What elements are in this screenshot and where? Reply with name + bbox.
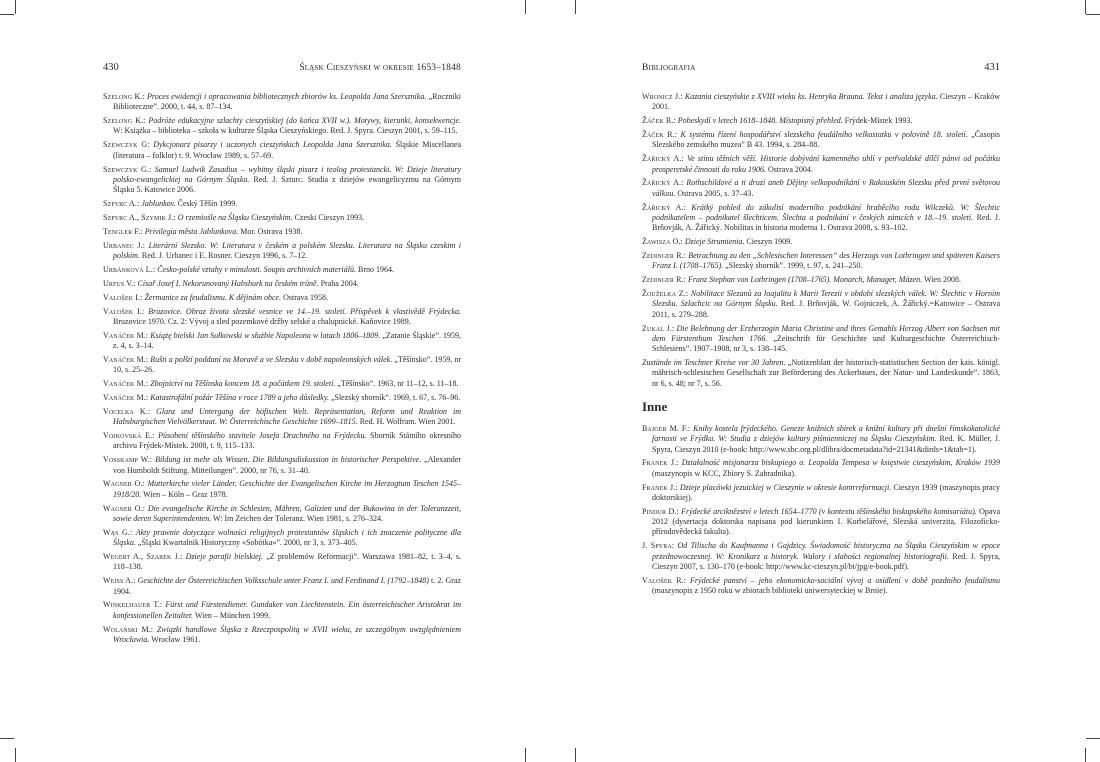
entry-author: Pindur D.: — [642, 506, 679, 516]
entry-publication-details: „Zeitschrift für Geschichte und Kulturgeschichte Österreichisch-Schlesiens”. 1907–1908, nr 3, s. 138–145. — [652, 333, 1001, 354]
crop-mark — [15, 0, 16, 14]
entry-author: Žáček R.: — [642, 130, 678, 140]
entry-publication-details: Wrocław 1961. — [151, 634, 201, 644]
bibliography-entry — [642, 541, 1000, 572]
entry-author: Urbanec J.: — [103, 240, 146, 250]
bibliography-entry — [642, 154, 1000, 175]
entry-title: Rušti a polští poddaní na Moravě a ve Slezsku v době napoleonských válek. — [150, 354, 393, 364]
entry-title: Dykcjonarz pisarzy i uczonych cieszyńskich Leopolda Jana Szersznika. — [153, 140, 392, 150]
page-header — [642, 62, 1000, 78]
entry-title: Rothschildové a ti druzí aneb Dějiny velkopodnikání v Rakouském Slezsku před první světovou válkou. — [652, 178, 1001, 198]
bibliography-entry — [103, 116, 461, 137]
crop-mark — [15, 748, 16, 762]
entry-title: O rzemiośle na Śląsku Cieszyńskim. — [177, 212, 293, 222]
entry-title: Žermanice za feudalismu. K dějinám obce. — [144, 292, 282, 302]
bibliography-entry — [103, 213, 461, 223]
entry-publication-details: Red. J. Spyra, Cieszyn 2007, s. 130–170 (e-book: http://www.kc-cieszyn.pl/bt/jpg/e-book.pdf). — [652, 551, 1000, 571]
entry-publication-details: Cieszyn 1939 (maszynopis pracy doktorskiej). — [652, 482, 1001, 502]
entry-title: Literární Slezsko. W: Literatura v českém a polském Slezsku. Literatura na Śląsku czeskim i polskim. — [113, 240, 461, 261]
entry-author: Valošek I.: — [103, 292, 143, 302]
entry-title: Od Tilischa do Kaufmanna i Gajdzicy. Świadomość historyczna na Śląsku Cieszyńskim w epoce przednowoczesnej. W: Kronikarz a historyk. Walory i słabości regionalnej historiografii. — [652, 541, 1001, 561]
entry-publication-details: „Těšínsko”. 1963, nr 11–12, s. 11–18. — [337, 379, 459, 389]
bibliography-entry — [642, 507, 1000, 538]
bibliography-entry — [642, 116, 1000, 126]
entry-publication-details: Praha 2004. — [320, 278, 359, 288]
entry-author: Vanáček M.: — [103, 354, 149, 364]
bibliography-entry — [103, 355, 461, 376]
entry-publication-details: Red. J. Brňovják, W. Gojniczek, A. Žářický.=Katowice – Ostrava 2011, s. 279–288. — [652, 299, 1001, 319]
entry-author: Vosskamp W.: — [103, 455, 153, 465]
entry-title: Císař Josef I. Nekorunovaný Habsburk na českém trůně. — [137, 278, 319, 288]
entry-author: Weiss A.: — [103, 576, 136, 586]
entry-author: Szewczyk G.: — [103, 164, 152, 174]
entry-title: Frýdecké arciknězství v letech 1654–1770 (v kontextu těšínského biskupského komisariátu). — [681, 506, 977, 516]
entry-publication-details: (maszynopis w KCC, Zbiory S. Zahradnika). — [652, 468, 796, 478]
entry-title: Działalność misjonarza biskupiego o. Leopolda Tempesa w księstwie cieszyńskim, Kraków 1939 — [681, 458, 1001, 468]
bibliography-entry — [642, 424, 1000, 455]
entry-author: Žáček R.: — [642, 116, 676, 126]
bibliography-entry — [103, 504, 461, 525]
entry-title: Knihy kostela frýdeckého. Geneze knižních sbírek a knižní kultury při dnešní římskokatolické farnosti ve Frýdku. W: Studia z dziejów kultury piśmienniczej na Śląsku Cieszyńskim. — [652, 423, 1000, 444]
entry-publication-details: Ostrava 1958. — [283, 292, 328, 302]
entry-title: Dzieje Strumienia. — [684, 237, 745, 247]
entry-author: Urfus V.: — [103, 278, 136, 288]
bibliography-entry — [103, 479, 461, 500]
bibliography-entry — [103, 140, 461, 161]
entry-title: Česko-polské vztahy v minulosti. Soupis archivních materiálů. — [157, 264, 356, 274]
entry-author: Žouželka Z.: — [642, 289, 689, 299]
entry-author: Zukal J.: — [642, 323, 675, 333]
entry-author: Zedinger R.: — [642, 251, 687, 261]
bibliography-entry — [642, 289, 1000, 320]
entry-title: Die Belehnung der Erzherzogin Maria Christine und ihres Gemahls Herzog Albert von Sachsen mit dem Fürstenthum Teschen 1766. — [652, 323, 1001, 343]
entry-title: Krátký pohled do zákulisí moderního podnikání hraběcího rodu Wilczeků. W: Šlechtic podnikatelem – podnikatel šlechticem. Šlechta a podnikání v českých zámcích v 18.–19. století. — [652, 202, 1001, 222]
entry-publication-details: Red. K. Müller, J. Spyra, Cieszyn 2010 (e-book: http://www.sbc.org.pl/dlibra/docmetadata?id=21341&dirds=1&tab=1). — [652, 434, 1001, 454]
entry-publication-details: Ostrava 2005, s. 37–43. — [677, 188, 754, 198]
entry-author: Wagner O.: — [103, 479, 145, 489]
bibliography-list-other — [642, 424, 1000, 596]
entry-title: Betrachtung zu den „Schlesischen Interessen” des Herzogs von Lothringen und späteren Kaisers Franz I. (1708–1765). — [652, 251, 1000, 271]
entry-publication-details: „Alexander von Humboldt Stiftung. Mitteilungen”. 2000, nr 76, s. 31–40. — [113, 455, 462, 475]
entry-title: Związki handlowe Śląska z Rzeczpospolitą w XVII wieku, ze szczególnym uwzględnieniem Wrocławia. — [113, 624, 462, 644]
crop-mark — [525, 748, 526, 762]
entry-title: Zustände im Teschner Kreise vor 30 Jahren. — [642, 358, 786, 368]
crop-mark — [575, 0, 576, 14]
entry-title: Proces ewidencji i opracowania bibliotecznych zbiorów ks. Leopolda Jana Szersznika. — [147, 92, 427, 101]
entry-author: Bajger M. F.: — [642, 423, 691, 433]
entry-publication-details: Sborník Státního okresního archivu Frýdek-Místek. 2008, t. 9, 115–133. — [113, 431, 462, 451]
entry-publication-details: „Roczniki Biblioteczne”. 2000, t. 44, s. 87–134. — [113, 92, 461, 112]
bibliography-entry — [103, 600, 461, 621]
bibliography-list — [103, 92, 461, 645]
entry-author: J. Spyra: — [642, 541, 675, 551]
bibliography-entry — [642, 576, 1000, 597]
entry-publication-details: „Slezský sborník”. 1969, t. 67, s. 76–96. — [330, 393, 461, 403]
bibliography-entry — [103, 379, 461, 389]
entry-author: Tengler F.: — [103, 226, 143, 236]
entry-title: Geschichte der Österreichischen Volksschule unter Franz I. und Ferdinand I. (1792–1848) — [137, 576, 429, 586]
bibliography-list — [642, 92, 1000, 389]
entry-title: Nobilitace Slezanů za loajalitu k Marii Terezii v období slezských válek. W: Šlechtic v Horním Slezsku. Szlachcic na Górnym Śląsku. — [652, 289, 1001, 309]
entry-publication-details: Red. J. Szturc. Studia z dziejów ewangelicyzmu na Górnym Śląsku 5. Katowice 2006. — [113, 174, 462, 195]
entry-publication-details: W: Książka – biblioteka – szkoła w kulturze Śląska Cieszyńskiego. Red. J. Spyra. Cieszyn 2001, s. 59–115. — [113, 126, 458, 136]
entry-author: Szpyrc A., Szymik J.: — [103, 212, 176, 222]
entry-author: Szelong K.: — [103, 116, 146, 126]
bibliography-entry — [103, 528, 461, 549]
entry-publication-details: Opava 2012 (dysertacja doktorska napisana pod kierunkiem I. Korbelářové, Slezská univerzita, Filozoficko-přírodovědecká fakulta). — [652, 506, 1000, 537]
bibliography-entry — [103, 407, 461, 428]
entry-title: Akty prawnie dotyczące wolności religijnych protestantów śląskich i ich znaczenie polityczne dla Śląska. — [113, 527, 461, 548]
bibliography-entry — [642, 483, 1000, 504]
bibliography-entry — [103, 241, 461, 262]
entry-title: Książę bielski Jan Sułkowski w służbie Napoleona w latach 1806–1809. — [150, 330, 381, 340]
entry-publication-details: Brno 1964. — [357, 264, 394, 274]
running-title: Bibliografia — [642, 63, 696, 73]
bibliography-entry — [103, 227, 461, 237]
entry-author: Zedinger R.: — [642, 275, 686, 285]
entry-publication-details: Ostrava 2004. — [767, 164, 813, 174]
crop-mark — [575, 748, 576, 762]
bibliography-entry — [103, 293, 461, 303]
entry-publication-details: Red. H. Wolfram. Wien 2001. — [359, 417, 456, 427]
entry-author: Wegert A., Szarek J.: — [103, 552, 183, 562]
bibliography-entry — [642, 130, 1000, 151]
entry-publication-details: t. 2. Graz 1904. — [113, 576, 462, 596]
crop-mark — [1086, 14, 1100, 15]
entry-title: Dzieje parafii bielskiej. — [185, 552, 263, 562]
entry-publication-details: Wien – Köln – Graz 1978. — [143, 489, 228, 499]
entry-publication-details: Śląskie Miscellanea (literatura – folklor) t. 9. Wrocław 1989, s. 57–69. — [113, 140, 462, 160]
entry-title: Dzieje placówki jezuickiej w Cieszynie w okresie kontrreformacji. — [679, 482, 892, 492]
entry-author: Wagner O.: — [103, 503, 146, 513]
entry-publication-details: „Slezský sborník”. 1999, t. 97, s. 241–250. — [725, 261, 863, 271]
crop-mark — [0, 738, 14, 739]
entry-author: Szewczyk G: — [103, 140, 150, 150]
bibliography-entry — [103, 431, 461, 452]
entry-author: Wolański M.: — [103, 624, 154, 634]
bibliography-entry — [642, 458, 1000, 479]
right-page — [642, 62, 1000, 600]
entry-title: Frýdecké panství – jeho ekonomicko-sociální vývoj a osídlení v době pozdního feudalismu — [690, 575, 1001, 585]
entry-title: Zbojnictví na Těšínska koncem 18. a počátkem 19. století. — [150, 379, 336, 389]
entry-title: Ve stínu těžních věží. Historie dobývání kamenného uhlí v petřvaldské dílčí pánvi od počátku prosperetské činnosti do roku 1906. — [652, 154, 1001, 174]
entry-title: Kazania cieszyńskie z XVIII wieku ks. Henryka Brauna. Tekst i analiza języka. — [684, 92, 938, 101]
bibliography-entry — [642, 203, 1000, 234]
bibliography-entry — [642, 275, 1000, 285]
entry-author: Franek J.: — [642, 458, 679, 468]
page-header — [103, 62, 461, 78]
bibliography-entry — [103, 265, 461, 275]
bibliography-entry — [642, 178, 1000, 199]
entry-author: Valošek I.: — [103, 306, 145, 316]
bibliography-entry — [103, 552, 461, 573]
entry-author: Žářický A.: — [642, 178, 684, 188]
entry-author: Winkelhauer T.: — [103, 600, 163, 610]
entry-publication-details: Wien 2008. — [923, 275, 961, 285]
bibliography-entry — [103, 393, 461, 403]
crop-mark — [525, 0, 526, 14]
bibliography-entry — [103, 576, 461, 597]
entry-title: Podróże edukacyjne szlachty cieszyńskiej (do końca XVII w.). Motywy, kierunki, konsekwencje. — [148, 116, 462, 126]
entry-author: Valošek R.: — [642, 575, 687, 585]
entry-publication-details: Czeski Cieszyn 1993. — [294, 212, 365, 222]
entry-title: Bruzovice. Obraz života slezské vesnice ve 14.–19. století. Příspěvek k vlastivědě Frýdecka. — [148, 306, 461, 316]
entry-publication-details: „Notizenblatt der historisch-statistischen Section der kais. königl. mährisch-schlesischen Gesellschaft zur Beförderung des Ackerbaues, der Natur- und Landeskunde”. 1863, nr 6, s. 48; nr 7, s. 56. — [652, 358, 1001, 388]
entry-author: Vanáček M.: — [103, 379, 149, 389]
entry-publication-details: Cieszyn – Kraków 2001. — [652, 92, 1000, 112]
entry-publication-details: „Těšínsko”. 1959, nr 10, s. 25–26. — [113, 354, 462, 375]
entry-publication-details: Cieszyn 1909. — [746, 237, 793, 247]
entry-title: Jablunkov. — [141, 199, 176, 209]
entry-publication-details: W: Im Zeichen der Toleranz. Wien 1981, s. 276–324. — [212, 513, 384, 523]
entry-author: Szpyrc A.: — [103, 199, 140, 209]
entry-publication-details: Red. J. Brňovják, A. Žářický. Nobilitas in historia moderna 1. Ostrava 2008, s. 93–102. — [652, 212, 1000, 233]
bibliography-entry — [642, 92, 1000, 113]
entry-publication-details: „Śląski Kwartalnik Historyczny «Sobótka»”. 2000, nr 3, s. 373–405. — [137, 538, 358, 548]
entry-title: Glanz und Untergang der höfischen Welt. Repräsentation, Reform und Reaktion im Habsburgischen Vielvölkerstaat. W: Österreichische Geschichte 1699–1815. — [113, 406, 461, 427]
section-title: Inne — [642, 398, 668, 414]
entry-title: Franz Stephan von Lothringen (1708–1765). Monarch, Manager, Mäzen. — [687, 275, 923, 285]
entry-title: Fürst und Fürstendiener. Gundaker von Liechtenstein. Ein österreichischer Aristokrat im konfessionellen Zeitalter. — [113, 600, 461, 620]
entry-publication-details: (maszynopis z 1950 roku w zbiorach biblioteki uniwersyteckiej w Brnie). — [652, 586, 888, 596]
entry-publication-details: Bruzovice 1970. Cz. 2: Vývoj a sled pozemkové držby selské a chalupnické. Kaňovice 1989. — [113, 316, 411, 326]
entry-author: Vanáček M.: — [103, 393, 149, 403]
crop-mark — [0, 14, 14, 15]
entry-title: Katastrofální požár Těšína v roce 1789 a jeho důsledky. — [150, 393, 329, 403]
bibliography-entry — [642, 358, 1000, 389]
entry-title: K systému řízení hospodářství slezského feudálního velkostatku v polovině 18. století. — [680, 130, 968, 140]
entry-title: Působení těšínského stavitele Josefa Drachného na Frýdecku. — [158, 431, 367, 441]
entry-publication-details: „Časopis Slezského zemského muzea” B 43. 1994, s. 284–88. — [652, 130, 1001, 150]
entry-author: Žářický A.: — [642, 202, 686, 212]
crop-mark — [1086, 738, 1100, 739]
entry-author: Vocelka K.: — [103, 406, 151, 416]
entry-title: Die evangelische Kirche in Schlesien, Mähren, Galizien und der Bukowina in der Toleranzzeit, sowie deren Superintendenten. — [113, 503, 462, 523]
bibliography-entry — [103, 307, 461, 328]
entry-publication-details: Wien – München 1999. — [194, 610, 271, 620]
entry-author: Žářický A.: — [642, 154, 684, 164]
bibliography-entry — [642, 237, 1000, 247]
bibliography-entry — [103, 279, 461, 289]
running-title: Śląsk Cieszyński w okresie 1653–1848 — [299, 63, 461, 73]
entry-publication-details: „Zaranie Śląskie”. 1959, z. 4, s. 3–14. — [113, 330, 462, 351]
entry-author: Franek J.: — [642, 482, 678, 492]
bibliography-entry — [642, 324, 1000, 355]
entry-title: Pobeskydí v letech 1618–1848. Místopisný přehled. — [677, 116, 843, 126]
crop-mark — [1085, 0, 1086, 14]
entry-title: Mutterkirche vieler Länder. Geschichte der Evangelischen Kirche im Herzogtum Teschen 1545–1918/20. — [113, 479, 462, 499]
entry-publication-details: Frýdek-Místek 1993. — [844, 116, 913, 126]
bibliography-entry — [103, 92, 461, 113]
entry-title: Samuel Ludwik Zasadius – wybitny śląski pisarz i teolog protestancki. W: Dzieje literatury polsko-ewangelickiej na Górnym Śląsku. — [113, 164, 462, 184]
page-number: 431 — [984, 62, 1000, 73]
crop-mark — [1085, 748, 1086, 762]
bibliography-entry — [103, 455, 461, 476]
bibliography-entry — [103, 199, 461, 209]
entry-title: Bildung ist mehr als Wissen. Die Bildungsdiskussion in historischer Perspektive. — [155, 455, 422, 465]
entry-publication-details: Red. J. Urbanec i E. Rosner. Cieszyn 1996, s. 7–12. — [141, 251, 308, 261]
entry-author: Wronicz J.: — [642, 92, 683, 101]
bibliography-entry — [642, 251, 1000, 272]
entry-author: Vojkovská E.: — [103, 431, 155, 441]
entry-title: Privilegia města Jablunkova. — [144, 226, 239, 236]
page-number: 430 — [103, 62, 119, 73]
entry-author: Urbánková L.: — [103, 264, 156, 274]
entry-author: Szelong K.: — [103, 92, 145, 101]
entry-publication-details: „Z problemów Reformacji”. Warszawa 1981–82, t. 3–4, s. 118–138. — [113, 552, 462, 572]
entry-author: Vanáček M.: — [103, 330, 149, 340]
bibliography-entry — [103, 331, 461, 352]
bibliography-entry — [103, 625, 461, 646]
bibliography-entry — [103, 165, 461, 196]
entry-publication-details: Mor. Ostrava 1938. — [240, 226, 303, 236]
entry-author: Żawisza O.: — [642, 237, 683, 247]
entry-publication-details: Český Těšín 1999. — [177, 199, 238, 209]
left-page — [103, 62, 461, 649]
entry-author: Wąs G.: — [103, 527, 133, 537]
